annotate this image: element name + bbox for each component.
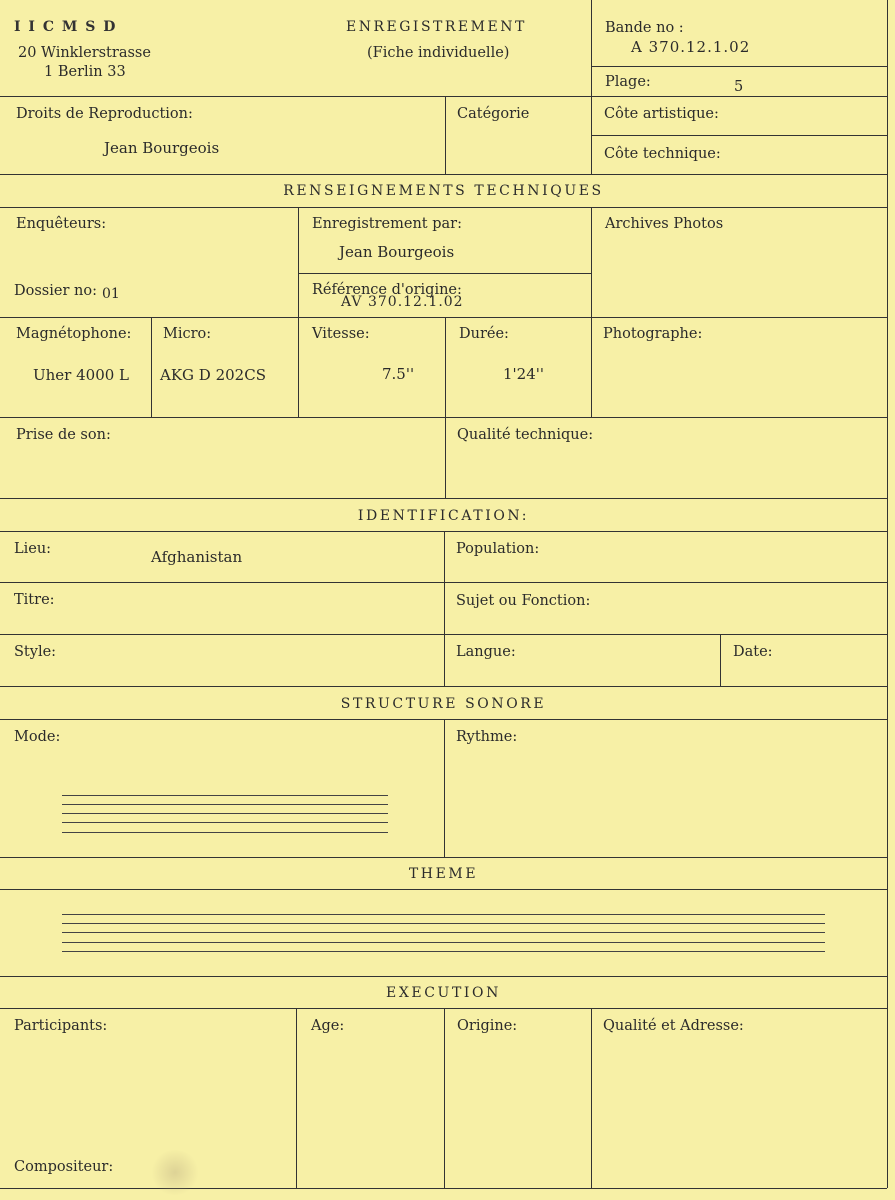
- staff-line: [62, 932, 825, 933]
- style-label: Style:: [14, 644, 57, 660]
- categorie-label: Catégorie: [457, 106, 530, 122]
- staff-line: [62, 795, 388, 796]
- rule: [0, 498, 887, 499]
- rule: [591, 0, 592, 174]
- staff-line: [62, 822, 388, 823]
- reference-label: Référence d'origine:: [312, 282, 462, 298]
- rule: [0, 317, 887, 318]
- rule: [445, 96, 446, 174]
- staff-line: [62, 832, 388, 833]
- section-title-execution: EXECUTION: [386, 985, 501, 1001]
- duree-value: 1'24'': [503, 365, 545, 383]
- rule: [0, 1188, 887, 1189]
- reference-value: AV 370.12.1.02: [341, 294, 464, 310]
- rule: [591, 207, 592, 417]
- enregistrement-par-value: Jean Bourgeois: [339, 243, 455, 261]
- photographe-label: Photographe:: [603, 326, 703, 342]
- rule: [444, 1008, 445, 1188]
- staff-line: [62, 813, 388, 814]
- plage-value: 5: [734, 79, 744, 95]
- mode-label: Mode:: [14, 729, 61, 745]
- rule: [0, 417, 887, 418]
- cote-artistique-label: Côte artistique:: [604, 106, 719, 122]
- rule: [0, 889, 887, 890]
- dossier-value: 01: [102, 286, 120, 302]
- staff-line: [62, 951, 825, 952]
- form-title: ENREGISTREMENT: [346, 19, 527, 35]
- droits-value: Jean Bourgeois: [104, 139, 220, 157]
- rule: [445, 317, 446, 498]
- rule: [591, 1008, 592, 1188]
- bande-value: A 370.12.1.02: [631, 38, 751, 56]
- rule: [720, 634, 721, 686]
- rule: [151, 317, 152, 417]
- rule: [298, 207, 299, 417]
- section-title-structure: STRUCTURE SONORE: [340, 696, 547, 712]
- org-name: I I C M S D: [14, 19, 117, 35]
- rule: [444, 719, 445, 857]
- rule: [298, 273, 591, 274]
- rythme-label: Rythme:: [456, 729, 518, 745]
- micro-value: AKG D 202CS: [160, 366, 266, 384]
- paper-stain: [150, 1150, 200, 1195]
- rule: [444, 531, 445, 686]
- staff-line: [62, 804, 388, 805]
- section-title-theme: THEME: [408, 866, 479, 882]
- cote-technique-label: Côte technique:: [604, 146, 721, 162]
- lieu-label: Lieu:: [14, 541, 52, 557]
- rule: [887, 0, 888, 1188]
- staff-line: [62, 923, 825, 924]
- lieu-value: Afghanistan: [151, 548, 243, 566]
- rule: [591, 66, 887, 67]
- rule: [296, 1008, 297, 1188]
- archives-photos-label: Archives Photos: [605, 216, 724, 232]
- age-label: Age:: [311, 1018, 345, 1034]
- origine-label: Origine:: [457, 1018, 518, 1034]
- plage-label: Plage:: [605, 74, 651, 90]
- dossier-label: Dossier no:: [14, 283, 97, 299]
- rule: [0, 686, 887, 687]
- section-title-identification: IDENTIFICATION:: [357, 508, 530, 524]
- compositeur-label: Compositeur:: [14, 1159, 114, 1175]
- vitesse-value: 7.5'': [382, 365, 415, 383]
- qualite-technique-label: Qualité technique:: [457, 427, 594, 443]
- langue-label: Langue:: [456, 644, 516, 660]
- form-subtitle: (Fiche individuelle): [367, 45, 510, 61]
- rule: [0, 857, 887, 858]
- rule: [0, 174, 887, 175]
- prise-de-son-label: Prise de son:: [16, 427, 111, 443]
- section-title-technique: RENSEIGNEMENTS TECHNIQUES: [283, 183, 604, 199]
- rule: [591, 135, 887, 136]
- sujet-label: Sujet ou Fonction:: [456, 593, 591, 609]
- rule: [0, 976, 887, 977]
- titre-label: Titre:: [14, 592, 55, 608]
- org-street: 20 Winklerstrasse: [18, 45, 151, 61]
- qualite-adresse-label: Qualité et Adresse:: [603, 1018, 744, 1034]
- staff-line: [62, 914, 825, 915]
- droits-label: Droits de Reproduction:: [16, 106, 193, 122]
- org-city: 1 Berlin 33: [44, 64, 126, 80]
- enqueteurs-label: Enquêteurs:: [16, 216, 107, 232]
- duree-label: Durée:: [459, 326, 509, 342]
- rule: [0, 207, 887, 208]
- magnetophone-label: Magnétophone:: [16, 326, 132, 342]
- population-label: Population:: [456, 541, 540, 557]
- date-label: Date:: [733, 644, 773, 660]
- rule: [0, 96, 887, 97]
- vitesse-label: Vitesse:: [312, 326, 370, 342]
- participants-label: Participants:: [14, 1018, 108, 1034]
- micro-label: Micro:: [163, 326, 212, 342]
- enregistrement-par-label: Enregistrement par:: [312, 216, 462, 232]
- bande-label: Bande no :: [605, 20, 684, 36]
- magnetophone-value: Uher 4000 L: [33, 366, 130, 384]
- staff-line: [62, 942, 825, 943]
